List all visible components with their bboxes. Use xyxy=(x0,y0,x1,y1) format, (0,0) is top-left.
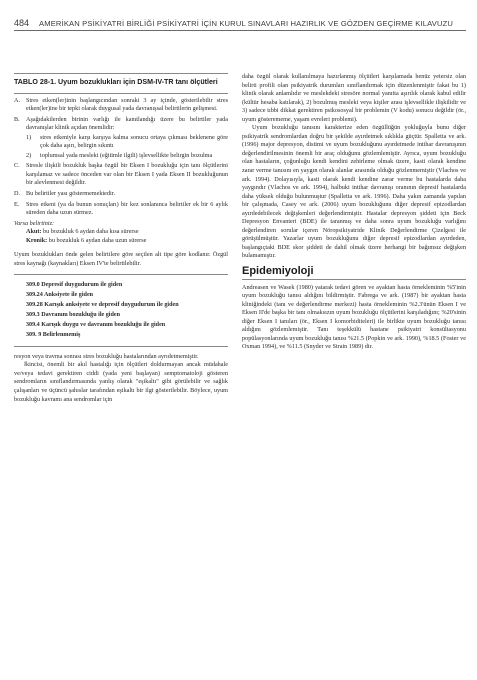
subcriterion-text: stres etkeniyle karşı karşıya kalma sonucu ortaya çıkması beklenene göre çok daha aşırı, belirgin sıkıntı xyxy=(40,133,228,150)
subtype-codes xyxy=(14,274,228,346)
chronic-label: Kronik: xyxy=(26,236,48,244)
criterion-key: A. xyxy=(14,96,21,104)
criterion-key: D. xyxy=(14,189,21,197)
subtype-code: 309.24 Anksiyete ile giden xyxy=(26,292,94,299)
subtype-code: 309.4 Karışık duygu ve davranım bozukluğu ile giden xyxy=(26,321,166,328)
specify-line xyxy=(14,220,228,229)
page-number: 484 xyxy=(14,18,30,28)
criterion-text: Aşağıdakilerden birinin varlığı ile kanıtlandığı üzere bu belirtiler yada davranışlar klinik açıdan önemlidir: xyxy=(26,115,228,132)
criterion-a xyxy=(14,97,228,114)
left-column xyxy=(14,73,228,404)
coding-note: Uyum bozuklukları önde gelen belirtilere göre seçilen alt tipe göre kodlanır. Özgül stres kaynağı (kaynakları) Eksen IV'te belirtilebilir. xyxy=(14,251,228,267)
section-heading: Epidemiyoloji xyxy=(242,267,466,280)
subtype-code: 309.0 Depresif duygudurum ile giden xyxy=(26,282,123,289)
criterion-c xyxy=(14,162,228,188)
criterion-text: Stres etkeni (ya da bunun sonuçları) bir kez sonlanınca belirtiler ek bir 6 aylık süreden daha uzun sürmez. xyxy=(26,200,228,217)
criterion-key: E. xyxy=(14,200,20,208)
subcriterion-text: toplumsal yada mesleki (eğitimle ilgili) işlevsellikte belirgin bozulma xyxy=(40,151,213,159)
subcriterion-key: 2) xyxy=(26,151,32,159)
table-label: TABLO 28-1. xyxy=(14,78,57,86)
chronic-text: bu bozukluk 6 aydan daha uzun sürerse xyxy=(48,236,147,244)
table-top-rule xyxy=(14,73,228,74)
criterion-key: B. xyxy=(14,115,20,123)
body-paragraph: resyon veya travma sonrası stres bozukluğu hastalarından ayrıdetmemiştir. xyxy=(14,352,199,360)
subtype-code: 309.28 Karışık anksiyete ve depresif duygudurum ile giden xyxy=(26,302,179,309)
criterion-d xyxy=(14,190,228,199)
criterion-text: Bu belirtiler yası göstermemektedir. xyxy=(26,189,116,197)
criterion-b-1 xyxy=(14,134,228,151)
table-header-rule xyxy=(14,93,228,94)
criterion-b xyxy=(14,116,228,133)
acute-label: Akut: xyxy=(26,228,42,236)
subtype-code: 309.3 Davranım bozukluğu ile giden xyxy=(26,312,120,319)
section-paragraph: Andreasen ve Wasek (1980) yatarak tedavi gören ve ayaktan hasta örnekleminin %5'inin uyum bozukluğu tanısı aldığını bildirmiştir. Fabrega ve ark. (1987) bir ayaktan hasta kliniğindeki (tanı ve değerlendirme merkezi) hasta örnekleminin %2.3'ünün Eksen I ve Eksen II'de başka bir tanı olmaksızın uyum bozukluğu ölçütlerini karşıladığını; %20'sinin diğer Eksen I tanıları (ör., Eksen I komorbiditeleri) ile birlikte uyum bozukluğu tanısı aldığını gözlemlemiştir. Tanı teşekkülü hastane psikiyatri konsültasyonu popülasyonlarında uyum bozukluğu tanısı %21.5 (Popkin ve ark. 1990), %18.5 (Foster ve Oxman 1994), ve %11.5 (Snyder ve Strain 1989) dir. xyxy=(242,283,466,351)
acute-text: bu bozukluk 6 aydan daha kısa sürerse xyxy=(43,228,139,236)
criterion-e xyxy=(14,201,228,218)
body-paragraph: İkincisi, önemli bir akıl hastalığı için ölçütleri doldurmayan ancak müdahale ve/veya tedavi gerektiren ciddi (yada yeni başlayan) semptomatoloji gösteren sendromların sınıflandırmasında yanlış olarak "eşikaltı" gibi görülebilir ve sağlık çalışanları ve üçüncü şahıslar tarafından eşikaltı bir ilgi gösterilebilir. Böylece, uyum bozukluğu kavramı ana sendromlar için xyxy=(14,361,228,403)
criterion-text: Stres etken(ler)inin başlangıcından sonraki 3 ay içinde, gösterilebilir stres etken(ler)ine bir tepki olarak duygusal yada davranışsal belirtilerin gelişmesi. xyxy=(26,96,228,113)
running-title: AMERİKAN PSİKİYATRİ BİRLİĞİ PSİKİYATRİ İÇİN KURUL SINAVLARI HAZIRLIK VE GÖZDEN GEÇİRME KILAVUZU xyxy=(39,19,454,28)
criterion-text: Stresle ilişkili bozukluk başka özgül bir Eksen I bozukluğu için tanı ölçütlerini karşılamaz ve sadece önceden var olan bir Eksen I yada Eksen II bozukluğunun bir alevlenmesi değildir. xyxy=(26,162,228,187)
acute-line xyxy=(14,228,228,237)
table-title xyxy=(14,78,228,88)
table-caption: Uyum bozuklukları için DSM-IV-TR tanı ölçütleri xyxy=(58,78,218,86)
specify-label: Varsa belirtiniz: xyxy=(14,219,55,227)
chronic-line xyxy=(14,237,228,246)
criterion-key: C. xyxy=(14,162,20,170)
right-column xyxy=(242,73,466,352)
criterion-b-2 xyxy=(14,152,228,161)
subcriterion-key: 1) xyxy=(26,133,32,141)
body-paragraph: daha özgül olarak kullanılmaya hazırlanmış ölçütleri karşılamada henüz yetersiz olan belirti profili olan psikiyatrik durumları sınıflandırmak için düzenlenmiştir fakat bu 1) klinik olarak anlamlıdır ve meslekdeki stresöre normal yanıtta aşırılık olarak kabul edilir (kültür hesaba katılarak), 2) bozulmuş mesleki veya kişiler arası işlevsellikle ilişkilidir ve 3) sadece tıbbi dikkat gerektiren psikososyal bir problemin (V kodu) sonucu değildir (ör., uyum gösterememe, yaşam evreleri problemi). xyxy=(242,73,466,123)
subtype-code: 309. 9 Belirlenmemiş xyxy=(26,331,81,338)
body-paragraph: Uyum bozukluğu tanısını karakterize eden özgüllüğün yokluğuyla bunu diğer psikiyatrik sendromlardan doğru bir şekilde ayırdetmek sıklıkla güçtür. Spalletta ve ark. (1996) major depresyon, distimi ve uyum bozukluğunu ayırdetmede intihar davranışının değerlendirilmesinin önemli bir araç olduğunu gözlemlemiştir. Ayrıca, uyum bozukluğu olan hastaların, çoğunluğu kendi kendini zehirleme olmak üzere, kasti olarak kendine zarar verme tanısını en yaygın olarak alanlar arasında olduğu gözlenmemiştir (Vlachos ve ark. 1994). Dolayısıyla, kasti olarak kendi kendine zarar verme bu hastalarda daha yaygındır (Vlachos ve ark. 1994), halbuki intihar davranışı oranının depresif hastalarda daha yüksek olduğu bulunmuştur (Spalletta ve ark. 1996). Daha yakın zamanda yapılan bir çalışmada, Casey ve ark. (2006) uyum bozukluğunu diğer depresif epizodlardan ayırdedebilecek değişkenleri değerlendirmiştir. Hastalar depresyon şiddeti için Beck Depresyon Envanteri (BDE) ile taranmış ve daha sonra uyum bozukluğu varlığını değerlendiren sorular içeren Nöropsikiyatride Klinik Değerlendirme Çizelgesi ile görüşülmüştür. Yazarlar uyum bozukluğunu diğer depresif epizodlardan ayırdeden, başlangıçtaki BDE skor şiddeti de dahil olmak üzere herhangi bir bağımsız değişken bulamamıştır. xyxy=(242,124,466,260)
running-header xyxy=(14,14,466,31)
